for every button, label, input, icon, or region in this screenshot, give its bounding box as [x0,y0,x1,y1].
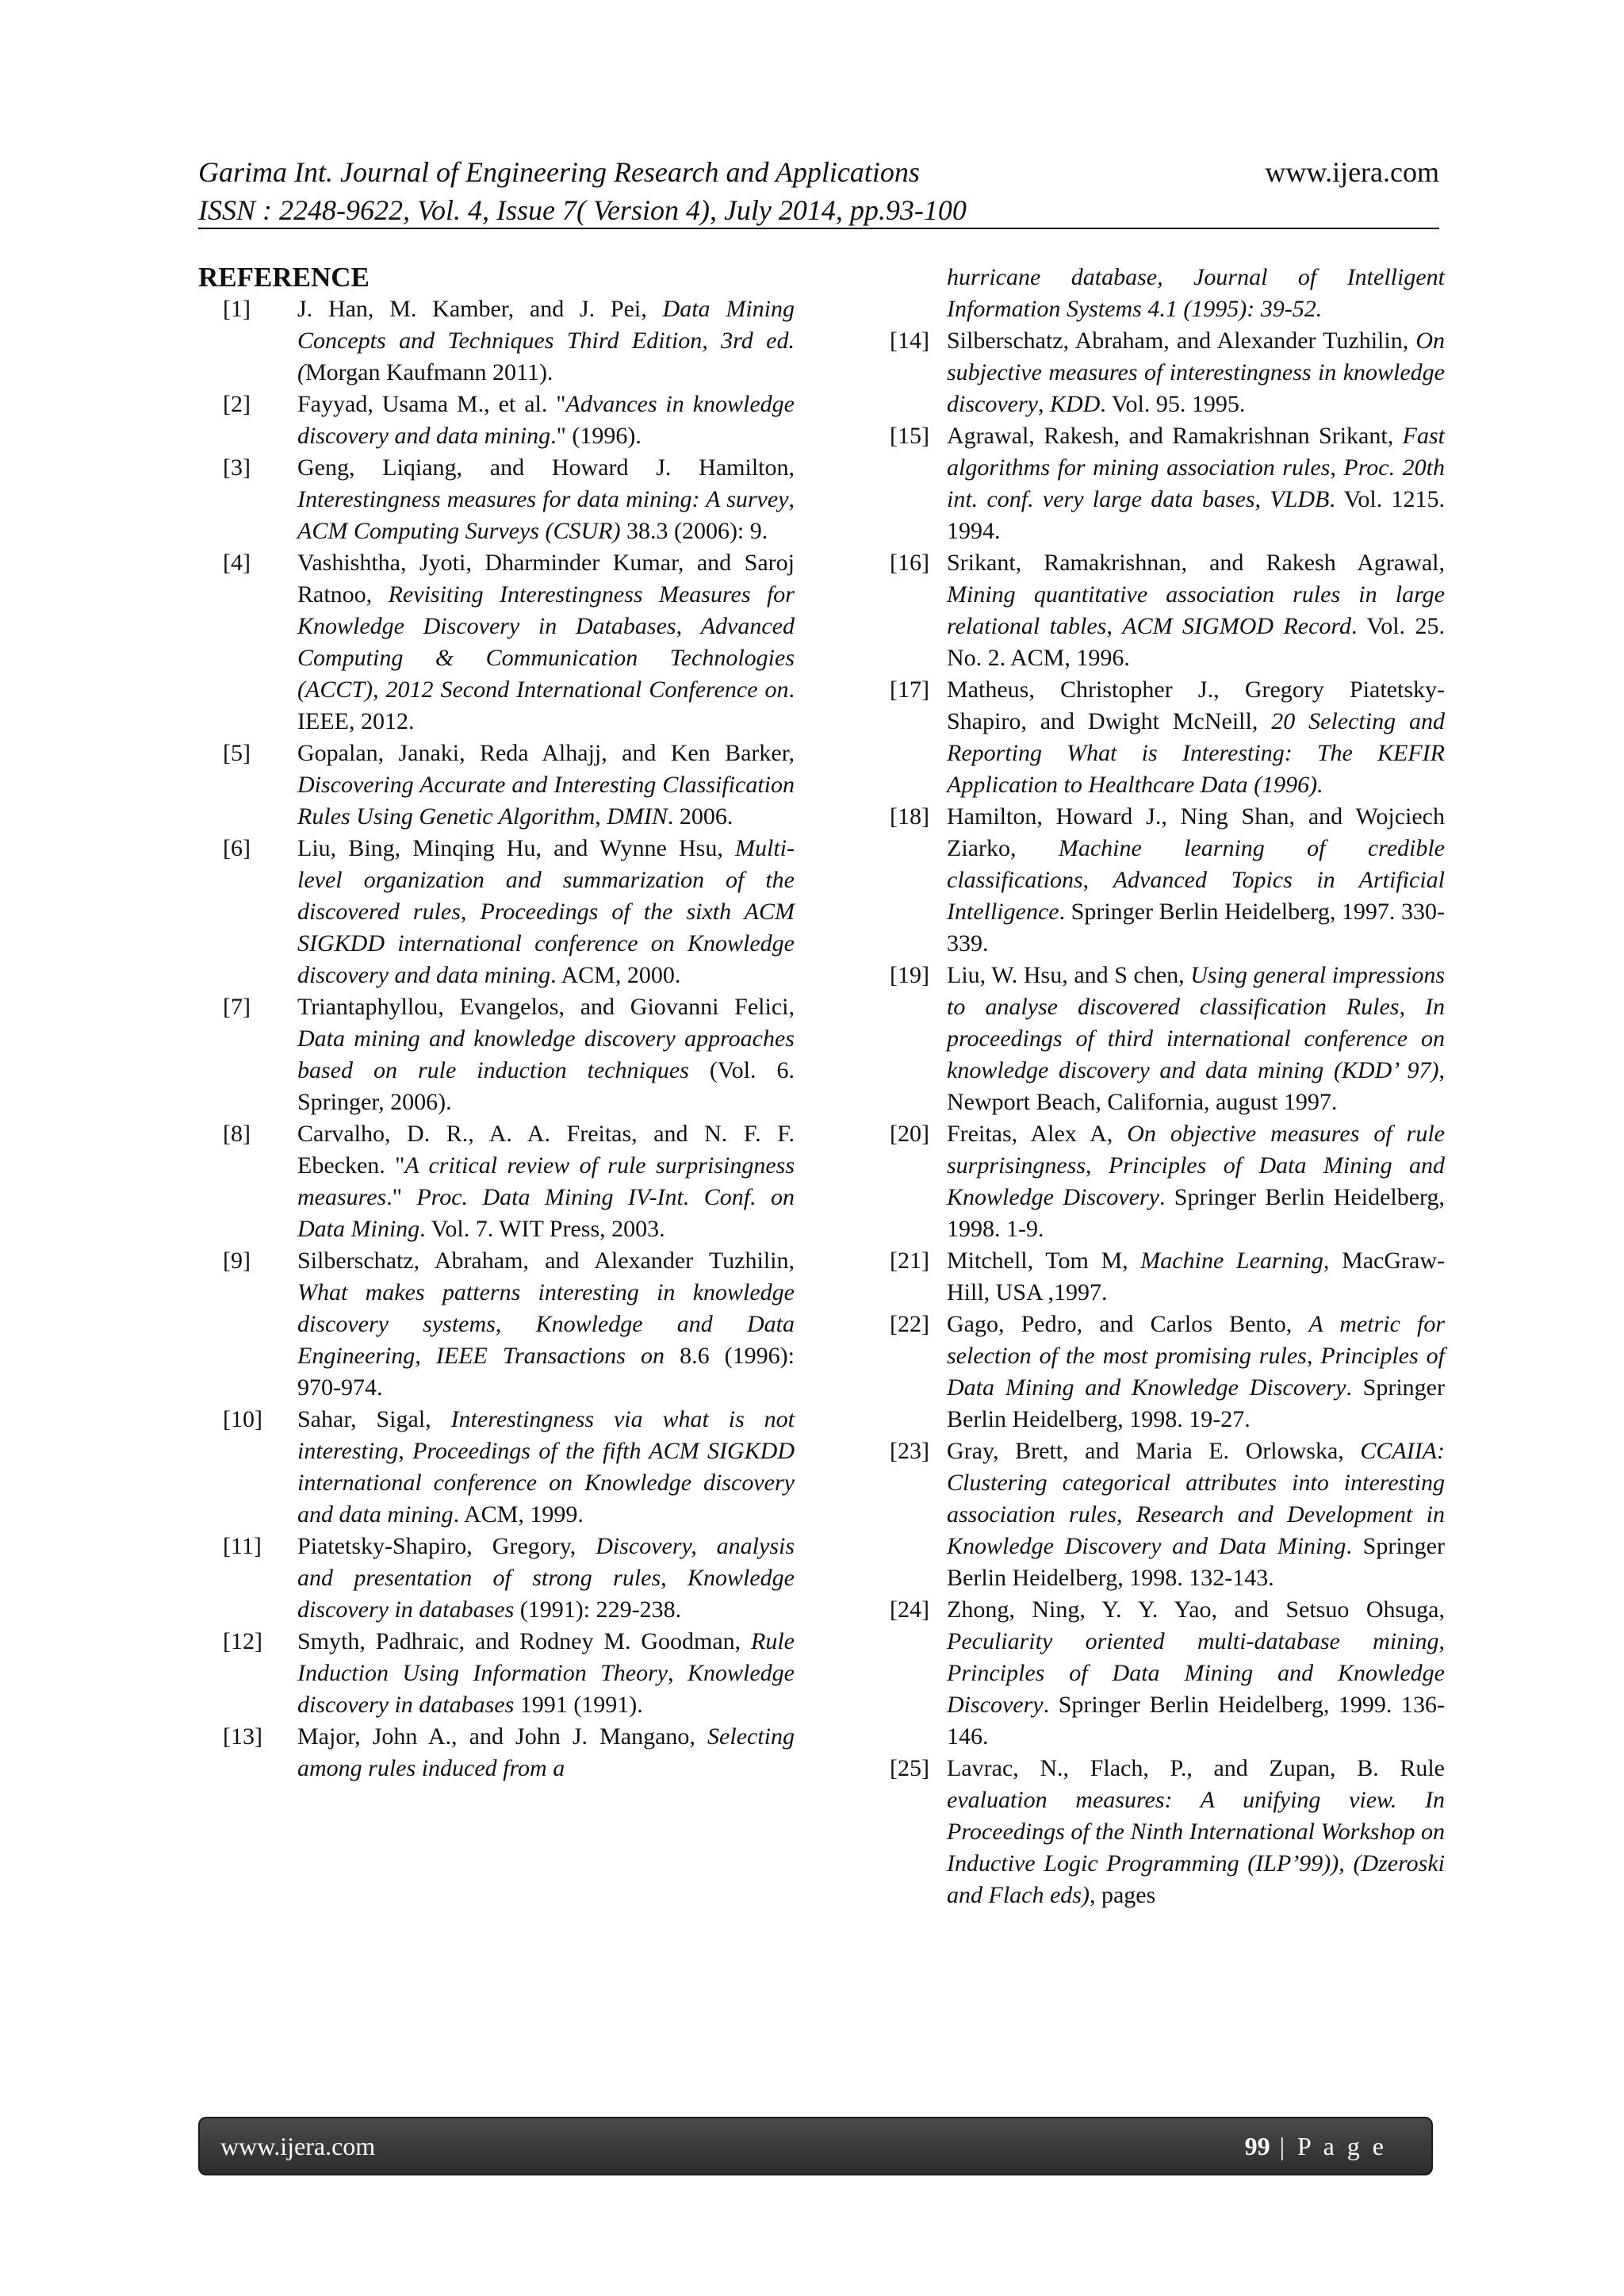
reference-title-segment: Principles of Data Mining and Knowledge Discovery [947,1660,1445,1718]
reference-text [297,1626,795,1721]
reference-text [297,389,795,452]
reference-item [890,801,1445,960]
reference-item [890,960,1445,1118]
reference-number: [1] [223,296,251,322]
reference-title-segment: A metric for selection of the most promising rules [947,1311,1446,1369]
reference-segment: , [676,613,701,639]
reference-number: [8] [223,1121,251,1147]
reference-segment: . ACM, 1999. [453,1501,584,1527]
reference-title-segment: Advanced Topics in Artificial Intelligence [947,867,1445,925]
reference-segment: Gago, Pedro, and Carlos Bento, [947,1311,1309,1337]
reference-segment: . Vol. 95. 1995. [1100,391,1246,417]
reference-segment: . Springer Berlin Heidelberg, 1997. 330-339. [947,899,1445,956]
reference-title-segment: DMIN [607,803,668,830]
reference-number: [5] [223,740,251,766]
reference-segment: Piatetsky-Shapiro, Gregory, [297,1533,596,1559]
reference-title-segment: Revisiting Interestingness Measures for Knowledge Discovery in Databases [297,581,795,639]
reference-number: [25] [890,1755,929,1781]
reference-item [890,1245,1445,1309]
journal-title-line [198,153,1439,191]
reference-text [297,547,795,738]
journal-title: Garima Int. Journal of Engineering Research and Applications [198,156,920,188]
reference-title-segment: A critical review of rule surprisingness measures [297,1152,795,1210]
reference-text [947,325,1445,420]
reference-number: [9] [223,1248,251,1274]
reference-title-segment: 20 Selecting and Reporting What is Interesting: The KEFIR Application to Healthcare Data (1996). [947,708,1445,798]
left-column [198,262,795,1784]
reference-item [890,1753,1445,1911]
reference-text [297,738,795,833]
reference-number: [21] [890,1248,929,1274]
reference-title-segment: Knowledge discovery in databases [297,1565,795,1623]
reference-title-segment: Machine Learning [1140,1248,1323,1274]
reference-number: [3] [223,454,251,481]
reference-segment: Triantaphyllou, Evangelos, and Giovanni Felici, [297,994,795,1020]
reference-title-segment: Using general impressions to analyse discovered classification Rules, In proceedings of third international conference on knowledge discovery and data mining (KDD’ 97) [947,962,1445,1083]
header-rule [198,228,1439,229]
reference-segment: , [595,803,607,830]
reference-title-segment: Research and Development in Knowledge Discovery and Data Mining [947,1501,1445,1559]
reference-segment: Srikant, Ramakrishnan, and Rakesh Agrawal, [947,550,1445,576]
reference-number: [7] [223,994,251,1020]
page-footer [198,2117,1433,2175]
page-word: | P a g e [1270,2132,1387,2160]
reference-number: [12] [223,1628,262,1654]
reference-segment: Matheus, Christopher J., Gregory Piatetsky-Shapiro, and Dwight McNeill, [947,677,1445,734]
reference-segment: Smyth, Padhraic, and Rodney M. Goodman, [297,1628,752,1654]
reference-item [198,738,795,833]
footer-url[interactable]: www.ijera.com [220,2132,376,2160]
reference-item [198,1531,795,1626]
reference-item [198,1118,795,1245]
reference-title-segment: Proceedings of the fifth ACM SIGKDD international conference on Knowledge discovery and data mining [297,1438,795,1527]
reference-segment: Fayyad, Usama M., et al. " [297,391,566,417]
reference-number: [16] [890,550,929,576]
reference-number: [15] [890,423,929,449]
reference-segment: J. Han, M. Kamber, and J. Pei, [297,296,663,322]
reference-text [297,1721,795,1784]
reference-title-segment: Peculiarity oriented multi-database mining [947,1628,1439,1654]
page-number: 99 [1244,2132,1270,2160]
reference-segment: . Springer Berlin Heidelberg, 1998. 19-27. [947,1374,1445,1432]
reference-title-segment: Discovering Accurate and Interesting Classification Rules Using Genetic Algorithm [297,772,795,830]
reference-item [890,1309,1445,1435]
issn-line: ISSN : 2248-9622, Vol. 4, Issue 7( Version 4), July 2014, pp.93-100 [198,194,967,226]
reference-segment: Mitchell, Tom M, [947,1248,1141,1274]
reference-title-segment: Knowledge discovery in databases [297,1660,795,1718]
reference-segment: . Vol. 7. WIT Press, 2003. [419,1216,665,1242]
reference-title-segment: Proc. 20th int. conf. very large data bases, VLDB [947,454,1445,512]
reference-segment: , [661,1565,688,1591]
reference-segment: . ACM, 2000. [550,962,681,988]
reference-number: [23] [890,1438,929,1464]
right-reference-list [890,325,1445,1911]
reference-item [890,547,1445,674]
reference-segment: , Newport Beach, California, august 1997. [947,1057,1445,1115]
reference-title-segment: Data Mining Concepts and Techniques Third Edition, 3rd ed. ( [297,296,795,385]
reference-segment: 1991 (1991). [514,1692,643,1718]
reference-segment: Freitas, Alex A, [947,1121,1128,1147]
reference-segment: , [668,1660,688,1686]
reference-title-segment: ACM SIGMOD Record [1122,613,1351,639]
reference-title-segment: Principles of Data Mining and Knowledge Discovery [947,1343,1446,1401]
reference-text [297,1531,795,1626]
reference-text [947,960,1445,1118]
reference-title-segment: Fast algorithms for mining association rules [947,423,1445,481]
reference-segment: , [1037,391,1050,417]
reference-segment: Sahar, Sigal, [297,1406,451,1432]
reference-segment: , [1086,1152,1109,1179]
reference-number: [6] [223,835,251,861]
reference-segment: ." [386,1184,417,1210]
reference-title-segment: Advanced Computing & Communication Technologies (ACCT), 2012 Second International Conference on [297,613,795,703]
reference-text [947,1309,1445,1435]
reference-number: [4] [223,550,251,576]
reference-text [297,1118,795,1245]
reference-item [198,991,795,1118]
reference-segment: , MacGraw-Hill, USA ,1997. [947,1248,1446,1305]
reference-segment: (1991): 229-238. [514,1596,682,1623]
reference-title-segment: Proc. Data Mining IV-Int. Conf. on Data Mining [297,1184,795,1242]
reference-segment: . IEEE, 2012. [297,677,795,734]
reference-title-segment: Interestingness via what is not interesting [297,1406,795,1464]
reference-segment: Carvalho, D. R., A. A. Freitas, and N. F. F. Ebecken. " [297,1121,795,1179]
right-column [890,262,1445,1911]
reference-title-segment: KDD [1049,391,1101,417]
reference-text [947,801,1445,960]
reference-segment: . Vol. 1215. 1994. [947,486,1445,544]
reference-title-segment: Principles of Data Mining and Knowledge Discovery [947,1152,1446,1210]
reference-segment: Gray, Brett, and Maria E. Orlowska, [947,1438,1361,1464]
reference-segment: , pages [1089,1882,1156,1908]
reference-segment: Agrawal, Rakesh, and Ramakrishnan Srikant, [947,423,1403,449]
reference-text [297,1245,795,1404]
reference-segment: Liu, Bing, Minqing Hu, and Wynne Hsu, [297,835,735,861]
reference-title-segment: Rule Induction Using Information Theory [297,1628,795,1686]
reference-title-segment: Mining quantitative association rules in large relational tables [947,581,1445,639]
reference-item [890,1435,1445,1594]
reference-item [890,1118,1445,1245]
reference-text [947,1118,1445,1245]
reference-number: [2] [223,391,251,417]
reference-segment: , [1106,613,1123,639]
reference-segment: Hamilton, Howard J., Ning Shan, and Wojciech Ziarko, [947,803,1445,861]
reference-segment: Geng, Liqiang, and Howard J. Hamilton, [297,454,795,481]
reference-segment: . Vol. 25. No. 2. ACM, 1996. [947,613,1445,671]
reference-segment: 8.6 (1996): 970-974. [297,1343,795,1401]
reference-item [198,452,795,547]
reference-text [297,452,795,547]
reference-text [947,1245,1445,1309]
reference-number: [13] [223,1723,262,1750]
reference-segment: , [1306,1343,1321,1369]
reference-title-segment: ACM Computing Surveys (CSUR) [297,518,621,544]
reference-item [890,1594,1445,1753]
section-heading: REFERENCE [198,262,370,293]
reference-item [198,293,795,389]
reference-item [198,833,795,991]
reference-item [198,547,795,738]
reference-text [297,293,795,389]
reference-item [198,1626,795,1721]
reference-segment: . Springer Berlin Heidelberg, 1998. 132-143. [947,1533,1445,1591]
reference-segment: ." (1996). [550,423,642,449]
reference-number: [14] [890,328,929,354]
reference-number: [19] [890,962,929,988]
reference-title-segment: CCAIIA: Clustering categorical attributes into interesting association rules [947,1438,1445,1527]
reference-title-segment: Interestingness measures for data mining: A survey [297,486,789,512]
reference-text [297,991,795,1118]
reference-segment: . 2006. [667,803,733,830]
reference-segment: Liu, W. Hsu, and S chen, [947,962,1191,988]
reference-number: [18] [890,803,929,830]
reference-segment: Vashishtha, Jyoti, Dharminder Kumar, and Saroj Ratnoo, [297,550,795,608]
reference-segment: (Vol. 6. Springer, 2006). [297,1057,795,1115]
reference-segment: Gopalan, Janaki, Reda Alhajj, and Ken Barker, [297,740,795,766]
reference-title-segment: Advances in knowledge discovery and data mining [297,391,795,449]
left-reference-list [198,293,795,1784]
reference-title-segment: Data mining and knowledge discovery approaches based on rule induction techniques [297,1025,795,1083]
reference-number: [10] [223,1406,262,1432]
reference-segment: , [398,1438,413,1464]
reference-segment: 38.3 (2006): 9. [620,518,768,544]
reference-segment: , [495,1311,536,1337]
reference-segment: . Springer Berlin Heidelberg, 1999. 136-146. [947,1692,1445,1750]
reference-text [297,833,795,991]
reference-title-segment: On subjective measures of interestingness in knowledge discovery [947,328,1445,417]
reference-text [947,1753,1445,1911]
reference-text [947,1435,1445,1594]
reference-item [890,325,1445,420]
reference-segment: Major, John A., and John J. Mangano, [297,1723,708,1750]
reference-segment: , [1082,867,1113,893]
reference-title-segment: Discovery, analysis and presentation of strong rules [297,1533,795,1591]
reference-segment: Silberschatz, Abraham, and Alexander Tuzhilin, [947,328,1416,354]
reference-segment: Zhong, Ning, Y. Y. Yao, and Setsuo Ohsuga, [947,1596,1445,1623]
continued-reference: hurricane database, Journal of Intelligent Information Systems 4.1 (1995): 39-52. [947,264,1445,322]
reference-item [198,1245,795,1404]
reference-segment: , [1116,1501,1136,1527]
reference-title-segment: Machine learning of credible classifications [947,835,1445,893]
running-header [198,153,1439,229]
journal-url[interactable]: www.ijera.com [1265,156,1439,188]
reference-text [947,1594,1445,1753]
reference-number: [22] [890,1311,929,1337]
reference-item [890,674,1445,801]
reference-text [947,674,1445,801]
reference-title-segment: Proceedings of the sixth ACM SIGKDD international conference on Knowledge discovery and data mining [297,899,795,988]
reference-text [297,1404,795,1531]
reference-item [198,389,795,452]
reference-text [947,547,1445,674]
reference-number: [17] [890,677,929,703]
reference-segment: Lavrac, N., Flach, P., and Zupan, B. Rule [947,1755,1445,1781]
reference-segment: , [788,486,795,512]
reference-title-segment: Multi-level organization and summarization of the discovered rules [297,835,795,925]
reference-segment: , [460,899,481,925]
reference-number: [20] [890,1121,929,1147]
page-number-label [1245,2118,1387,2174]
reference-segment: Silberschatz, Abraham, and Alexander Tuzhilin, [297,1248,795,1274]
reference-title-segment: On objective measures of rule surprisingness [947,1121,1445,1179]
reference-segment: . Springer Berlin Heidelberg, 1998. 1-9. [947,1184,1445,1242]
reference-title-segment: What makes patterns interesting in knowledge discovery systems [297,1279,795,1337]
reference-segment: Morgan Kaufmann 2011). [305,359,553,385]
reference-segment: , [1330,454,1344,481]
reference-item [890,420,1445,547]
reference-number: [11] [223,1533,262,1559]
reference-item [198,1721,795,1784]
reference-title-segment: Selecting among rules induced from a [297,1723,795,1781]
reference-item [198,1404,795,1531]
reference-text [947,420,1445,547]
reference-title-segment: evaluation measures: A unifying view. In Proceedings of the Ninth International Workshop on Inductive Logic Programming (ILP’99)), (Dzeroski and Flach eds) [947,1787,1445,1908]
reference-segment: , [1438,1628,1445,1654]
reference-title-segment: Knowledge and Data Engineering, IEEE Transactions on [297,1311,795,1369]
reference-number: [24] [890,1596,929,1623]
